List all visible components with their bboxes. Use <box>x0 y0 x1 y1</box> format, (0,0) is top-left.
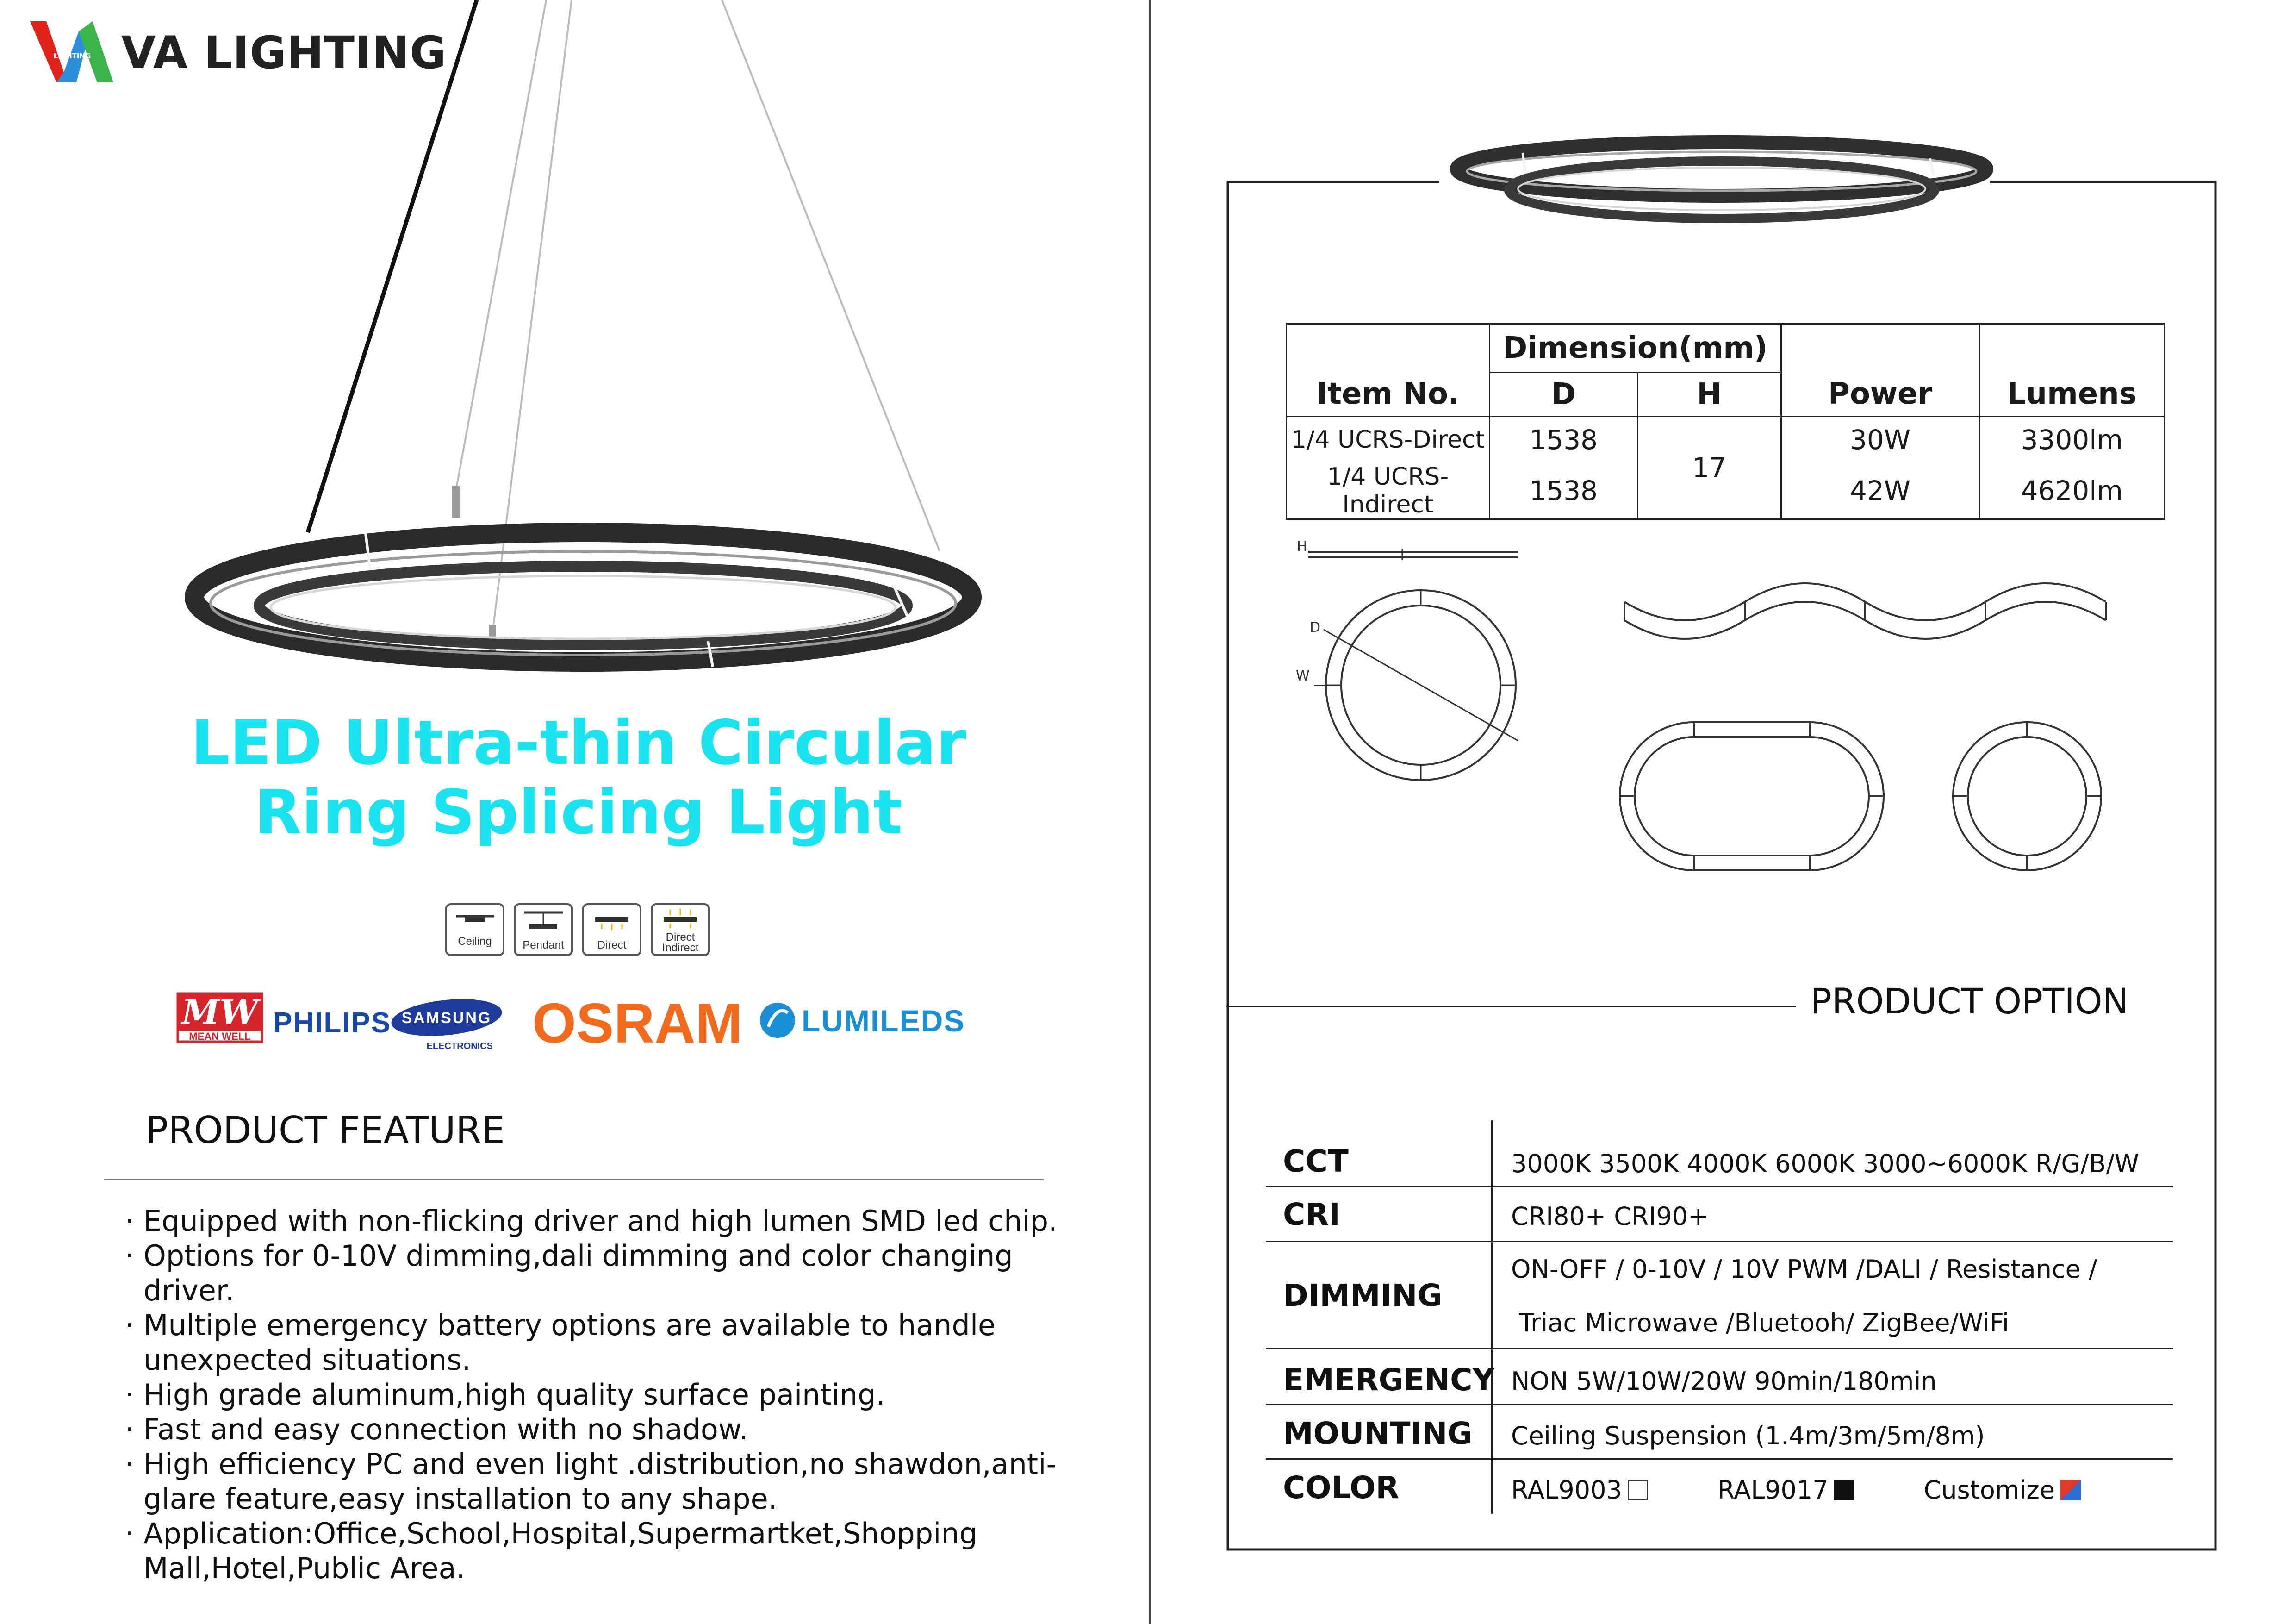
spec-table <box>1286 323 2165 520</box>
option-row-divider <box>1266 1186 2173 1187</box>
product-feature-divider <box>104 1179 1044 1180</box>
samsung-sub: ELECTRONICS <box>426 1041 493 1051</box>
technical-drawings <box>1287 532 2120 926</box>
row1-item: 1/4 UCRS-Direct <box>1287 417 1490 463</box>
label-w: W <box>1296 668 1310 684</box>
table-header-d: D <box>1489 373 1637 417</box>
feature-item: · Equipped with non-flicking driver and high lumen SMD led chip. <box>125 1204 1058 1238</box>
table-header-power-top <box>1781 324 1979 373</box>
option-label-cct: CCT <box>1283 1143 1349 1179</box>
page-divider <box>1149 0 1151 1624</box>
label-d: D <box>1310 619 1321 636</box>
table-header-h: H <box>1637 373 1781 417</box>
mount-label-ceiling: Ceiling <box>458 935 492 948</box>
option-value-cct: 3000K 3500K 4000K 6000K 3000~6000K R/G/B/W <box>1511 1149 2140 1178</box>
lumileds-logo-icon <box>760 1003 965 1038</box>
product-option-title: PRODUCT OPTION <box>1811 981 2129 1022</box>
philips-logo-text: PHILIPS <box>273 1007 392 1039</box>
pendant-mount-icon <box>515 904 572 955</box>
table-header-item: Item No. <box>1287 373 1490 417</box>
brand-name: VA LIGHTING <box>121 27 447 79</box>
feature-item: · High efficiency PC and even light .distribution,no shawdon,anti-glare feature,easy installation to any shape. <box>125 1447 1057 1516</box>
mount-label-direct-indirect-2: Indirect <box>662 942 699 954</box>
lumileds-name: LUMILEDS <box>802 1004 965 1038</box>
feature-item: · Options for 0-10V dimming,dali dimming and color changing driver. <box>125 1239 1013 1307</box>
meanwell-logo-icon <box>178 993 262 1042</box>
table-row <box>1287 417 2165 463</box>
option-row-divider <box>1266 1404 2173 1405</box>
table-header-lumens: Lumens <box>1979 373 2164 417</box>
table-header-item-top <box>1287 324 1490 373</box>
option-row-divider <box>1266 1241 2173 1242</box>
logo-lighting-text: LIGHTING <box>53 52 91 60</box>
table-header-dimension: Dimension(mm) <box>1489 324 1781 373</box>
partner-logos <box>176 991 981 1056</box>
feature-item: · High grade aluminum,high quality surface painting. <box>125 1378 885 1412</box>
ring-product-image <box>1444 125 1999 245</box>
option-value-color <box>1511 1475 2081 1505</box>
option-value-emergency: NON 5W/10W/20W 90min/180min <box>1511 1367 1937 1396</box>
option-value-mounting: Ceiling Suspension (1.4m/3m/5m/8m) <box>1511 1421 1985 1450</box>
option-label-dimming: DIMMING <box>1283 1278 1443 1313</box>
table-header-lumens-top <box>1979 324 2164 373</box>
ceiling-mount-icon <box>446 904 504 955</box>
wave-splice-drawing <box>1624 583 2106 639</box>
option-row-divider <box>1266 1458 2173 1460</box>
table-header-power: Power <box>1781 373 1979 417</box>
row1-d: 1538 <box>1489 417 1637 463</box>
option-label-cri: CRI <box>1283 1197 1340 1232</box>
pendant-ring-light-illustration <box>0 0 1111 694</box>
feature-item: · Multiple emergency battery options are available to handle unexpected situations. <box>125 1308 996 1377</box>
black-swatch-icon <box>1834 1480 1854 1500</box>
mount-label-pendant: Pendant <box>523 939 564 951</box>
product-title-line2: Ring Splicing Light <box>254 777 903 848</box>
product-option-divider <box>1226 1006 1796 1007</box>
product-feature-title: PRODUCT FEATURE <box>146 1109 505 1152</box>
product-title-line1: LED Ultra-thin Circular <box>191 707 966 779</box>
feature-item: · Application:Office,School,Hospital,Supermartket,Shopping Mall,Hotel,Public Area. <box>125 1517 977 1585</box>
dimension-drawing <box>1296 538 1518 780</box>
row2-lumens: 4620lm <box>1979 463 2164 519</box>
samsung-logo-icon <box>390 994 504 1051</box>
color-option-customize: Customize <box>1923 1475 2055 1505</box>
option-value-dimming-2: Triac Microwave /Bluetooh/ ZigBee/WiFi <box>1519 1308 2009 1337</box>
samsung-name: SAMSUNG <box>401 1009 492 1027</box>
row2-power: 42W <box>1781 463 1979 519</box>
option-label-color: COLOR <box>1283 1470 1400 1505</box>
row2-d: 1538 <box>1489 463 1637 519</box>
h-value: 17 <box>1637 417 1781 519</box>
mounting-type-icons <box>444 900 722 961</box>
row1-lumens: 3300lm <box>1979 417 2164 463</box>
row2-item: 1/4 UCRS-Indirect <box>1287 463 1490 519</box>
direct-light-icon <box>583 904 641 955</box>
mount-label-direct: Direct <box>597 939 627 951</box>
circle-splice-drawing <box>1953 722 2101 870</box>
oval-splice-drawing <box>1620 722 1884 870</box>
label-h: H <box>1297 538 1307 555</box>
feature-item: · Fast and easy connection with no shadow. <box>125 1412 748 1446</box>
row1-power: 30W <box>1781 417 1979 463</box>
meanwell-name: MEAN WELL <box>189 1031 251 1042</box>
option-table-vline <box>1491 1120 1493 1514</box>
mount-label-direct-indirect-1: Direct <box>666 931 695 943</box>
option-label-mounting: MOUNTING <box>1283 1416 1473 1451</box>
meanwell-mark: MW <box>181 993 258 1032</box>
option-row-divider <box>1266 1348 2173 1349</box>
option-value-cri: CRI80+ CRI90+ <box>1511 1202 1709 1231</box>
direct-indirect-light-icon <box>652 904 709 955</box>
option-value-dimming-1: ON-OFF / 0-10V / 10V PWM /DALI / Resistance / <box>1511 1255 2097 1284</box>
custom-color-swatch-icon <box>2060 1480 2081 1500</box>
product-title <box>139 708 1018 847</box>
option-label-emergency: EMERGENCY <box>1283 1362 1495 1398</box>
color-option-ral9003: RAL9003 <box>1511 1475 1622 1505</box>
white-swatch-icon <box>1628 1480 1648 1500</box>
osram-logo-text: OSRAM <box>532 992 743 1055</box>
product-feature-list <box>125 1204 1097 1586</box>
color-option-ral9017: RAL9017 <box>1717 1475 1829 1505</box>
